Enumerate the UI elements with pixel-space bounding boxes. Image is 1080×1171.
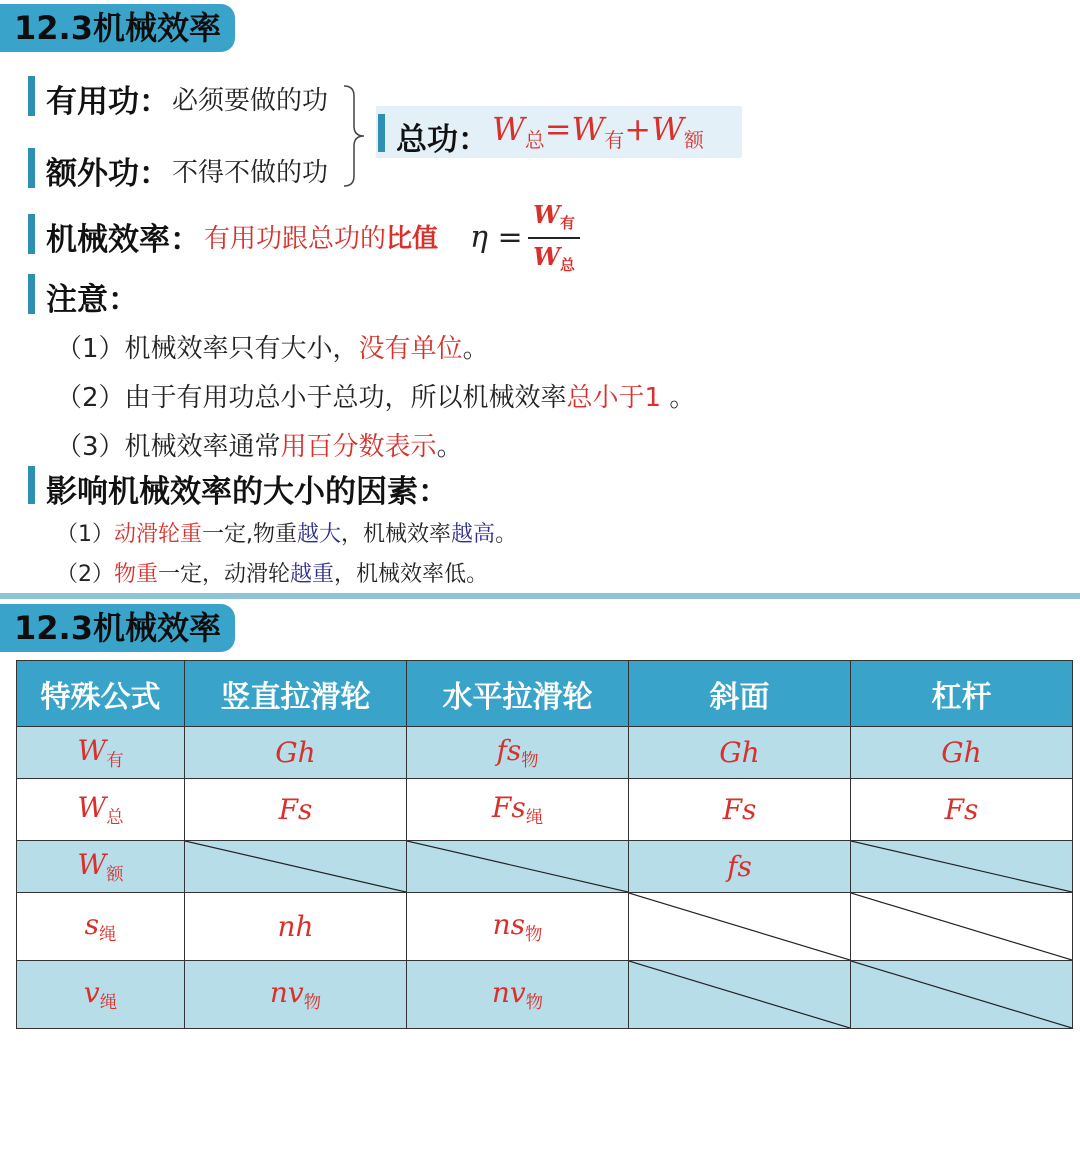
note-text: 。 <box>462 334 489 364</box>
factor-highlight: 越高 <box>451 522 496 547</box>
table-cell <box>629 727 851 779</box>
eta-symbol: η = <box>470 220 523 255</box>
table-header-cell: 特殊公式 <box>17 661 185 727</box>
table-cell <box>851 961 1073 1029</box>
formula-value: nh <box>277 910 314 943</box>
table-row <box>17 727 1073 779</box>
formula-subscript: 物 <box>521 751 539 772</box>
fraction-denominator: W <box>533 242 561 271</box>
section-title-2: 12.3机械效率 <box>0 604 235 652</box>
note-text: 。 <box>436 432 463 462</box>
formula-table <box>16 660 1073 1029</box>
heading-bar <box>28 466 35 504</box>
note-item <box>56 328 489 365</box>
note-item <box>56 377 695 414</box>
table-cell <box>629 961 851 1029</box>
factor-item <box>56 517 517 548</box>
total-work-formula <box>492 110 704 153</box>
empty-cell-diagonal <box>185 841 406 892</box>
formula-value: $fs_物$ <box>496 733 539 772</box>
fraction-numerator-sub: 有 <box>560 214 575 233</box>
extra-work-label: 额外功： <box>46 156 170 192</box>
efficiency-fraction <box>528 200 580 280</box>
table-cell <box>407 727 629 779</box>
table-row <box>17 841 1073 893</box>
factor-item <box>56 557 488 588</box>
note-highlight: 用百分数表示 <box>280 432 437 462</box>
table-header-row <box>17 661 1073 727</box>
note-highlight: 总小于1 <box>566 383 662 413</box>
table-row <box>17 893 1073 961</box>
table-cell <box>185 779 407 841</box>
note-text: （2）由于有用功总小于总功，所以机械效率 <box>56 383 567 413</box>
factor-label: 影响机械效率的大小的因素： <box>46 474 449 510</box>
fraction-line <box>528 237 580 239</box>
formula-value: Fs <box>278 793 313 826</box>
table-header-cell: 水平拉滑轮 <box>407 661 629 727</box>
heading-bar <box>378 114 385 152</box>
formula-value: $W_额$ <box>77 847 124 886</box>
table-cell <box>185 727 407 779</box>
factor-highlight: 物重 <box>114 562 159 587</box>
empty-cell-diagonal <box>851 841 1072 892</box>
formula-value: $Fs_绳$ <box>491 790 544 829</box>
table-cell <box>407 779 629 841</box>
empty-cell-diagonal <box>629 961 850 1028</box>
section-title-1: 12.3机械效率 <box>0 4 235 52</box>
efficiency-definition <box>204 218 438 255</box>
fraction-numerator: W <box>533 200 561 229</box>
formula-w: W <box>571 110 605 148</box>
heading-bar <box>28 214 35 254</box>
formula-value: $W_有$ <box>77 733 124 772</box>
formula-subscript: 物 <box>525 925 543 946</box>
row-label-cell <box>17 727 185 779</box>
note-text: （3）机械效率通常 <box>56 432 281 462</box>
bracket-brace <box>340 84 370 188</box>
empty-cell-diagonal <box>407 841 628 892</box>
table-cell <box>851 893 1073 961</box>
formula-subscript: 物 <box>525 993 544 1014</box>
table-header-cell: 斜面 <box>629 661 851 727</box>
table-cell <box>185 841 407 893</box>
row-label-cell <box>17 893 185 961</box>
table-cell <box>629 893 851 961</box>
factor-highlight: 动滑轮重 <box>114 522 203 547</box>
fraction-denominator-sub: 总 <box>560 256 575 275</box>
table-header-cell: 竖直拉滑轮 <box>185 661 407 727</box>
table-cell <box>185 961 407 1029</box>
formula-subscript: 绳 <box>99 925 117 946</box>
formula-subscript: 绳 <box>99 993 118 1014</box>
formula-sub: 额 <box>683 128 704 152</box>
factor-text: 。 <box>466 562 489 587</box>
formula-subscript: 物 <box>303 993 322 1014</box>
note-label: 注意： <box>46 282 139 318</box>
note-item <box>56 426 463 463</box>
empty-cell-diagonal <box>629 893 850 960</box>
table-row <box>17 779 1073 841</box>
formula-value: $W_总$ <box>77 790 124 829</box>
formula-value: $nv_物$ <box>491 975 544 1014</box>
factor-text: ，机械效率 <box>334 562 445 587</box>
formula-value: Gh <box>275 736 316 769</box>
formula-value: $s_绳$ <box>84 907 117 946</box>
formula-w: W <box>492 110 525 148</box>
factor-highlight: 越大 <box>297 522 342 547</box>
table-cell <box>185 893 407 961</box>
note-text: 。 <box>661 383 696 413</box>
note-text: （1）机械效率只有大小， <box>56 334 359 364</box>
factor-text: 低 <box>444 562 467 587</box>
extra-work-definition: 不得不做的功 <box>172 158 329 188</box>
heading-bar <box>28 76 35 116</box>
total-work-label: 总功： <box>396 122 489 158</box>
formula-value: fs <box>727 850 752 883</box>
formula-sub: 有 <box>604 128 625 152</box>
table-row <box>17 961 1073 1029</box>
section-divider <box>0 593 1080 599</box>
table-cell <box>407 961 629 1029</box>
formula-w: W <box>651 110 684 148</box>
formula-equals: = <box>544 110 572 148</box>
factor-text: （1） <box>56 522 114 547</box>
factor-text: ，机械效率 <box>341 522 452 547</box>
efficiency-definition-bold: 比值 <box>386 224 439 254</box>
table-cell <box>407 893 629 961</box>
formula-subscript: 额 <box>106 865 124 886</box>
formula-subscript: 绳 <box>525 808 544 829</box>
row-label-cell <box>17 961 185 1029</box>
heading-bar <box>28 148 35 188</box>
formula-value: Fs <box>722 793 757 826</box>
formula-plus: + <box>624 110 652 148</box>
note-highlight: 没有单位 <box>358 334 463 364</box>
useful-work-definition: 必须要做的功 <box>172 86 329 116</box>
table-header-cell: 杠杆 <box>851 661 1073 727</box>
table-cell <box>851 779 1073 841</box>
empty-cell-diagonal <box>851 961 1072 1028</box>
formula-value: $v_绳$ <box>83 975 118 1014</box>
formula-value: $nv_物$ <box>269 975 322 1014</box>
factor-text: 一定，动滑轮 <box>158 562 291 587</box>
row-label-cell <box>17 841 185 893</box>
factor-highlight: 越重 <box>290 562 335 587</box>
heading-bar <box>28 274 35 314</box>
factor-text: （2） <box>56 562 114 587</box>
table-cell <box>407 841 629 893</box>
formula-subscript: 总 <box>106 808 124 829</box>
table-cell <box>851 727 1073 779</box>
formula-value: Gh <box>719 736 760 769</box>
table-cell <box>851 841 1073 893</box>
formula-value: Fs <box>944 793 979 826</box>
formula-sub: 总 <box>524 128 545 152</box>
efficiency-label: 机械效率： <box>46 222 201 258</box>
factor-text: 。 <box>495 522 518 547</box>
table-cell <box>629 841 851 893</box>
efficiency-definition-text: 有用功跟总功的 <box>204 224 387 254</box>
factor-text: 一定,物重 <box>202 522 298 547</box>
formula-value: Gh <box>941 736 982 769</box>
formula-subscript: 有 <box>106 751 124 772</box>
row-label-cell <box>17 779 185 841</box>
useful-work-label: 有用功： <box>46 84 170 120</box>
table-cell <box>629 779 851 841</box>
formula-value: $ns_物$ <box>492 907 543 946</box>
empty-cell-diagonal <box>851 893 1072 960</box>
